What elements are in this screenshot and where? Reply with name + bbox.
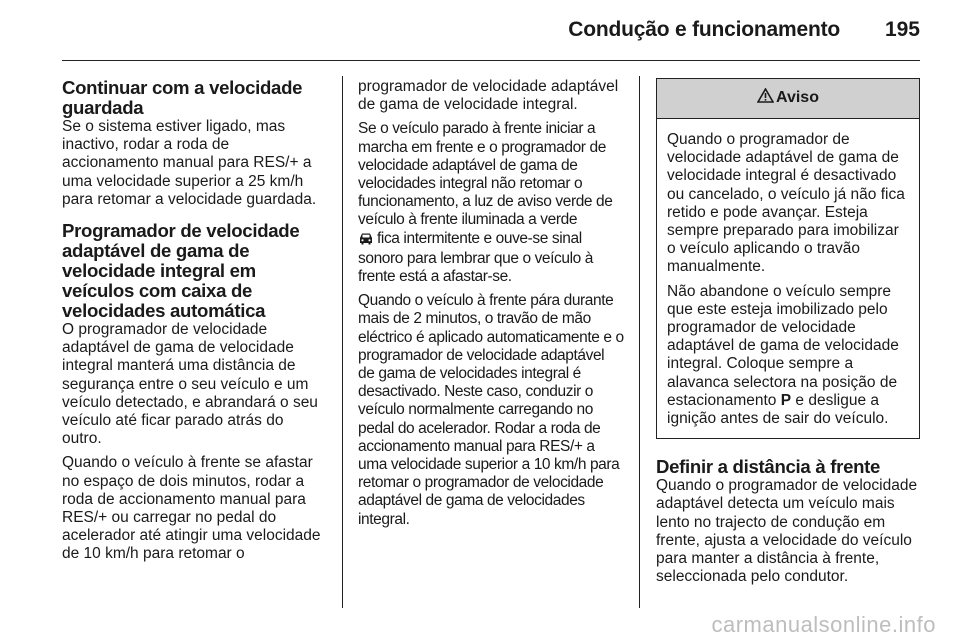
column-divider	[639, 76, 640, 608]
watermark: carmanualsonline.info	[711, 612, 936, 637]
running-title: Condução e funcionamento	[568, 18, 840, 41]
warning-body	[657, 119, 919, 438]
warning-box	[656, 78, 920, 439]
warning-title: Aviso	[776, 89, 819, 107]
paragraph-text: e desligue a ignição antes de sair do veículo.	[667, 391, 889, 428]
page-number: 195	[884, 18, 920, 41]
warning-header	[657, 79, 919, 119]
paragraph	[358, 120, 624, 286]
column-divider	[342, 76, 343, 608]
paragraph: Quando o programador de velocidade adaptável de gama de velocidade integral é desactivado ou cancelado, o veículo já não fica retido e pode avançar. Esteja sempre preparado para imobilizar o veículo aplicando o travão manualmente.	[667, 131, 905, 276]
paragraph: O programador de velocidade adaptável de gama de velocidade integral manterá uma distância de segurança entre o seu veículo e um veículo detectado, e abrandará o seu veículo até ficar parado atrás do outro.	[62, 321, 318, 448]
section-heading: Definir a distância à frente	[656, 456, 881, 478]
paragraph-text: Se o veículo parado à frente iniciar a marcha em frente e o programador de velocidade adaptável de gama de velocidades integral não retomar o funcionamento, a luz de aviso verde de veículo à frente iluminada a verde	[358, 120, 613, 229]
paragraph-text: fica intermitente e ouve-se sinal sonoro para lembrar que o veículo à frente está a afastar-se.	[358, 229, 594, 286]
section-heading: Continuar com a velocidade guardada	[62, 77, 303, 118]
paragraph: Quando o veículo à frente se afastar no espaço de dois minutos, rodar a roda de accionamento manual para RES/+ ou carregar no pedal do acelerador até atingir uma velocidade de 10 km/h para retomar o	[62, 454, 321, 563]
column-left	[62, 78, 326, 570]
warning-triangle-icon	[757, 88, 774, 108]
paragraph: programador de velocidade adaptável de gama de velocidade integral.	[358, 78, 619, 114]
paragraph	[667, 283, 909, 429]
page-header	[62, 0, 920, 61]
paragraph-text: Não abandone o veículo sempre que este esteja imobilizado pelo programador de velocidade adaptável de gama de velocidade integral. Coloque sempre a alavanca selectora na posição de estacionamento	[667, 282, 899, 409]
column-right	[656, 78, 920, 592]
vehicle-ahead-icon	[358, 232, 374, 250]
section-heading: Programador de velocidade adaptável de gama de velocidade integral em veículos com caixa de velocidades automática	[62, 220, 300, 322]
gear-position-label: P	[780, 391, 792, 409]
paragraph: Quando o veículo à frente pára durante mais de 2 minutos, o travão de mão eléctrico é aplicado automaticamente e o programador de velocidade adaptável de gama de velocidades integral é desactivado. Neste caso, conduzir o veículo normalmente carregando no pedal do acelerador. Rodar a roda de accionamento manual para RES/+ a uma velocidade superior a 10 km/h para retomar o programador de velocidade adaptável de gama de velocidades integral.	[358, 292, 624, 528]
paragraph: Se o sistema estiver ligado, mas inactivo, rodar a roda de accionamento manual para RES/+ a uma velocidade superior a 25 km/h para retomar a velocidade guardada.	[62, 118, 317, 208]
paragraph: Quando o programador de velocidade adaptável detecta um veículo mais lento no trajecto de condução em frente, ajusta a velocidade do veículo para manter a distância à frente, seleccionada pelo condutor.	[656, 477, 918, 586]
column-middle	[358, 78, 624, 535]
